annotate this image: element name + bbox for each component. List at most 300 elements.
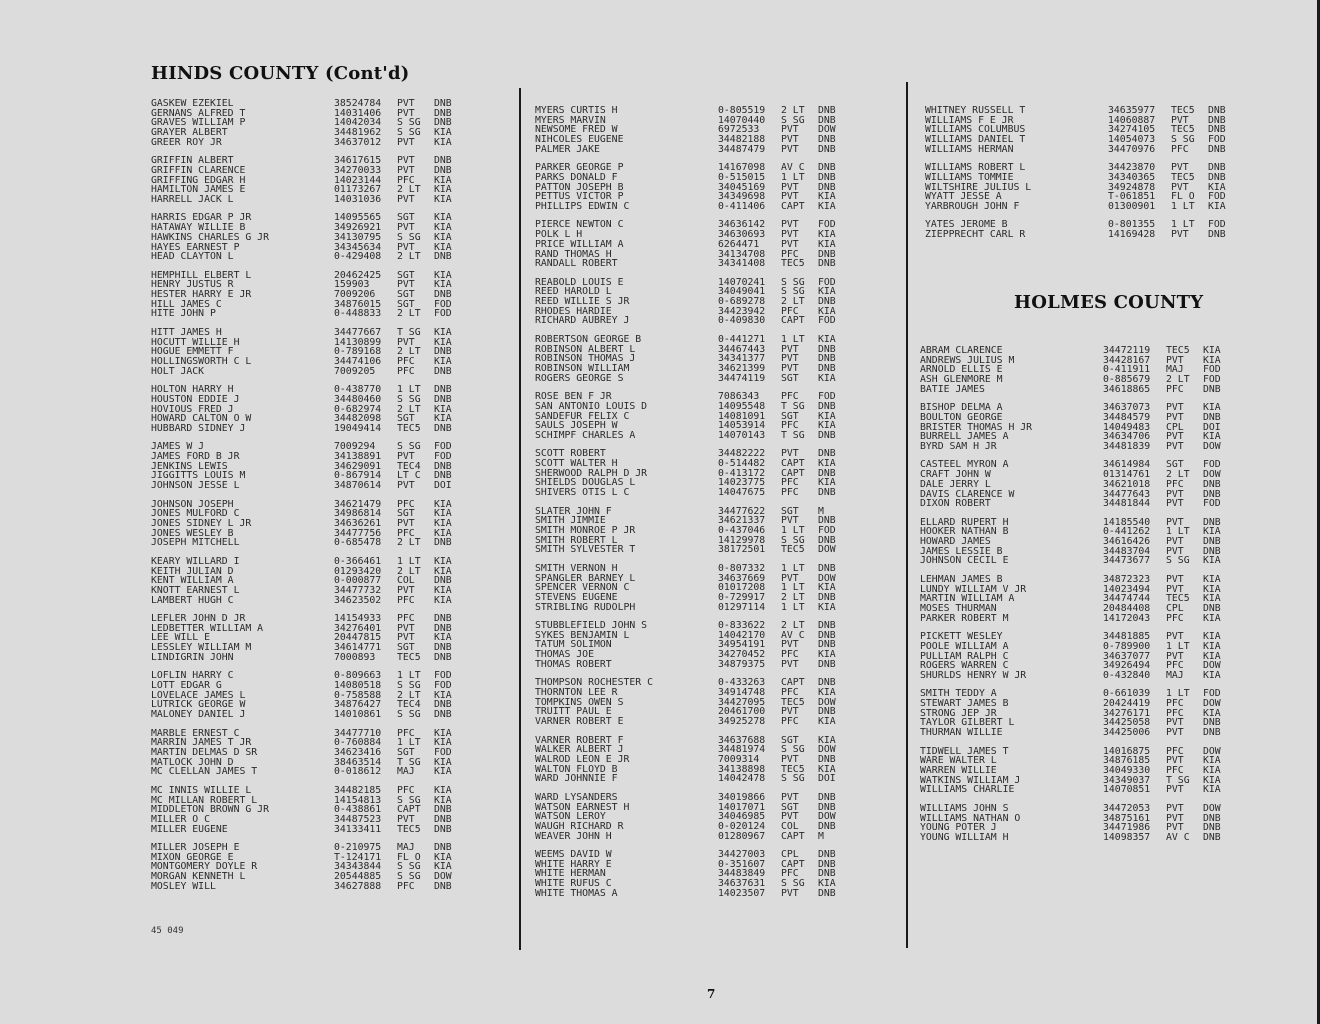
status: DNB: [818, 868, 836, 880]
name: SMITH ROBERT L: [535, 534, 618, 546]
name: HOWARD CALTON O W: [151, 413, 252, 425]
status: FOD: [1208, 191, 1226, 203]
name: TRUITT PAUL E: [535, 706, 612, 718]
name: PARKER ROBERT M: [920, 612, 1009, 624]
status: KIA: [434, 222, 452, 234]
grade: PFC: [397, 880, 415, 892]
name: VARNER ROBERT F: [535, 734, 624, 746]
serial-number: 34621479: [334, 498, 382, 510]
serial-number: 34341408: [718, 258, 766, 270]
status: KIA: [434, 403, 452, 415]
serial-number: 34138898: [718, 763, 766, 775]
name: THOMAS ROBERT: [535, 658, 612, 670]
grade: CAPT: [781, 315, 805, 327]
serial-number: 34467443: [718, 343, 766, 355]
serial-number: 0-433263: [718, 677, 766, 689]
document-code: 45 049: [151, 926, 184, 936]
name: MC INNIS WILLIE L: [151, 784, 252, 796]
grade: PVT: [397, 622, 415, 634]
grade: PFC: [397, 174, 415, 186]
name: WHITE HERMAN: [535, 868, 606, 880]
name: BYRD SAM H JR: [920, 440, 997, 452]
status: DOI: [818, 773, 836, 785]
grade: TEC5: [1171, 124, 1195, 136]
status: KIA: [1203, 650, 1221, 662]
grade: TEC4: [397, 460, 421, 472]
name: JONES SIDNEY L JR: [151, 518, 252, 530]
serial-number: 34472053: [1103, 802, 1151, 814]
grade: PFC: [781, 716, 799, 728]
grade: SGT: [397, 298, 415, 310]
grade: 2 LT: [397, 689, 421, 701]
status: DOW: [1203, 440, 1221, 452]
grade: 1 LT: [781, 333, 805, 345]
status: DNB: [434, 117, 452, 129]
serial-number: 14031406: [334, 107, 382, 119]
name: WHITE RUFUS C: [535, 878, 612, 890]
serial-number: 20462425: [334, 269, 382, 281]
grade: PVT: [781, 134, 799, 146]
serial-number: 34481974: [718, 744, 766, 756]
grade: S SG: [397, 680, 421, 692]
status: DNB: [818, 515, 836, 527]
status: DNB: [434, 98, 452, 109]
grade: SGT: [781, 372, 799, 384]
serial-number: 0-685478: [334, 537, 382, 549]
status: FOD: [434, 298, 452, 310]
grade: PVT: [1166, 573, 1184, 585]
grade: 1 LT: [1166, 688, 1190, 700]
serial-number: 34425058: [1103, 717, 1151, 729]
name: POLK L H: [535, 229, 583, 241]
name: JAMES W J: [151, 441, 205, 453]
serial-number: 34621018: [1103, 478, 1151, 490]
grade: SGT: [397, 508, 415, 520]
name: SMITH VERNON H: [535, 562, 618, 574]
name: WALROD LEON E JR: [535, 753, 630, 765]
status: KIA: [434, 584, 452, 596]
serial-number: 34274105: [1108, 124, 1156, 136]
name: MIXON GEORGE E: [151, 851, 234, 863]
serial-number: 14154813: [334, 794, 382, 806]
serial-number: 01314761: [1103, 469, 1151, 481]
grade: S SG: [397, 117, 421, 129]
grade: S SG: [781, 276, 805, 288]
status: KIA: [1203, 526, 1221, 538]
grade: PVT: [781, 181, 799, 193]
status: DOI: [434, 480, 452, 492]
name: MYERS MARVIN: [535, 114, 606, 126]
name: BATIE JAMES: [920, 383, 985, 395]
grade: 2 LT: [397, 308, 421, 320]
name: MARBLE ERNEST C: [151, 727, 240, 739]
name: HOVIOUS FRED J: [151, 403, 234, 415]
name: LEHMAN JAMES B: [920, 573, 1003, 585]
grade: PVT: [1171, 114, 1189, 126]
grade: PVT: [781, 363, 799, 374]
name: JIGGITTS LOUIS M: [151, 470, 246, 482]
status: KIA: [818, 191, 836, 203]
status: KIA: [434, 241, 452, 253]
grade: PFC: [781, 420, 799, 432]
serial-number: 34482098: [334, 413, 382, 425]
grade: SGT: [397, 212, 415, 224]
grade: 2 LT: [781, 591, 805, 603]
status: DNB: [1208, 105, 1226, 116]
status: DNB: [818, 467, 836, 479]
status: DNB: [818, 591, 836, 603]
status: DNB: [434, 699, 452, 711]
status: KIA: [434, 136, 452, 148]
grade: PVT: [1166, 488, 1184, 500]
name: PIERCE NEWTON C: [535, 219, 624, 231]
grade: TEC5: [1166, 593, 1190, 605]
grade: TEC5: [1166, 345, 1190, 356]
grade: PFC: [397, 784, 415, 796]
status: KIA: [434, 851, 452, 863]
name: HOLT JACK: [151, 365, 205, 377]
serial-number: 14185540: [1103, 516, 1151, 528]
status: DOW: [818, 544, 836, 556]
name: JOHNSON JOSEPH: [151, 498, 234, 510]
grade: PFC: [781, 687, 799, 699]
grade: SGT: [781, 410, 799, 422]
grade: PFC: [781, 868, 799, 880]
status: DNB: [434, 842, 452, 854]
status: KIA: [1203, 707, 1221, 719]
serial-number: 14095548: [718, 400, 766, 412]
serial-number: 14098357: [1103, 831, 1151, 843]
grade: PVT: [397, 480, 415, 492]
grade: PFC: [397, 727, 415, 739]
name: WATSON LEROY: [535, 811, 606, 823]
status: DNB: [434, 384, 452, 396]
name: LEDBETTER WILLIAM A: [151, 622, 264, 634]
serial-number: 34423870: [1108, 162, 1156, 174]
status: FOD: [434, 680, 452, 692]
status: DNB: [434, 164, 452, 176]
name: HAWKINS CHARLES G JR: [151, 231, 269, 243]
name: HENRY JUSTUS R: [151, 279, 234, 291]
name: WATSON EARNEST H: [535, 801, 630, 813]
status: KIA: [1203, 593, 1221, 605]
name: BURRELL JAMES A: [920, 431, 1009, 443]
name: MALONEY DANIEL J: [151, 709, 246, 721]
serial-number: 14172043: [1103, 612, 1151, 624]
grade: PFC: [397, 613, 415, 625]
name: WATKINS WILLIAM J: [920, 774, 1021, 786]
grade: 2 LT: [397, 184, 421, 196]
name: BRISTER THOMAS H JR: [920, 421, 1033, 433]
name: HUBBARD SIDNEY J: [151, 422, 246, 434]
serial-number: 20447815: [334, 632, 382, 644]
serial-number: 14023494: [1103, 583, 1151, 595]
name: SCHIMPF CHARLES A: [535, 429, 636, 441]
column-divider-left: [519, 88, 521, 950]
grade: PVT: [1171, 181, 1189, 193]
status: KIA: [434, 413, 452, 425]
name: DALE JERRY L: [920, 478, 991, 490]
status: DNB: [818, 487, 836, 499]
name: SMITH SYLVESTER T: [535, 544, 636, 556]
grade: 2 LT: [397, 565, 421, 577]
serial-number: 14081091: [718, 410, 766, 422]
serial-number: 0-867914: [334, 470, 382, 482]
grade: TEC4: [397, 699, 421, 711]
serial-number: 0-807332: [718, 562, 766, 574]
status: DNB: [434, 155, 452, 167]
status: KIA: [1203, 631, 1221, 643]
grade: S SG: [397, 709, 421, 721]
page-number: 7: [707, 987, 716, 1001]
grade: 1 LT: [1166, 526, 1190, 538]
grade: SGT: [397, 746, 415, 758]
serial-number: 14023144: [334, 174, 382, 186]
grade: PVT: [1166, 536, 1184, 548]
serial-number: 14054073: [1108, 134, 1156, 146]
grade: S SG: [397, 127, 421, 139]
grade: PFC: [1166, 383, 1184, 395]
grade: PVT: [781, 229, 799, 241]
name: KEARY WILLARD I: [151, 555, 240, 567]
name: PARKS DONALD F: [535, 171, 618, 183]
serial-number: 14070851: [1103, 784, 1151, 796]
grade: SGT: [397, 289, 415, 301]
status: DNB: [434, 107, 452, 119]
grade: PVT: [1166, 755, 1184, 767]
serial-number: 34482188: [718, 134, 766, 146]
status: DNB: [818, 162, 836, 174]
status: DNB: [818, 143, 836, 155]
grade: T SG: [781, 400, 805, 412]
name: HAMILTON JAMES E: [151, 184, 246, 196]
serial-number: 34876015: [334, 298, 382, 310]
status: DNB: [1208, 162, 1226, 174]
serial-number: 0-020124: [718, 820, 766, 832]
serial-number: 34872323: [1103, 573, 1151, 585]
grade: T SG: [397, 756, 421, 768]
serial-number: 38524784: [334, 98, 382, 109]
serial-number: 01173267: [334, 184, 382, 196]
name: THOMAS JOE: [535, 649, 594, 661]
name: ROBERTSON GEORGE B: [535, 333, 642, 345]
name: WILLIAMS F E JR: [925, 114, 1014, 126]
serial-number: 34477732: [334, 584, 382, 596]
status: DNB: [818, 448, 836, 460]
serial-number: 34474744: [1103, 593, 1151, 605]
grade: PVT: [397, 107, 415, 119]
serial-number: 34614984: [1103, 459, 1151, 471]
name: RICHARD AUBREY J: [535, 315, 630, 327]
serial-number: 34926921: [334, 222, 382, 234]
serial-number: 0-413172: [718, 467, 766, 479]
grade: SGT: [397, 269, 415, 281]
grade: PVT: [781, 353, 799, 365]
status: KIA: [818, 458, 836, 470]
serial-number: 34345634: [334, 241, 382, 253]
serial-number: 34349698: [718, 191, 766, 203]
grade: PVT: [397, 813, 415, 825]
name: ROGERS WARREN C: [920, 660, 1009, 672]
name: HEAD CLAYTON L: [151, 251, 234, 263]
status: DOW: [818, 572, 836, 584]
serial-number: 34276401: [334, 622, 382, 634]
status: KIA: [818, 763, 836, 775]
grade: PVT: [1171, 162, 1189, 174]
status: KIA: [434, 784, 452, 796]
grade: 1 LT: [1171, 219, 1195, 231]
name: WILLIAMS DANIEL T: [925, 134, 1026, 146]
grade: CAPT: [781, 467, 805, 479]
name: PULLIAM RALPH C: [920, 650, 1009, 662]
name: SMITH TEDDY A: [920, 688, 997, 700]
status: DOW: [434, 871, 452, 883]
name: GREER ROY JR: [151, 136, 222, 148]
serial-number: 34138891: [334, 451, 382, 463]
status: KIA: [818, 734, 836, 746]
name: WILLIAMS COLUMBUS: [925, 124, 1026, 136]
status: KIA: [434, 689, 452, 701]
grade: CAPT: [781, 200, 805, 212]
grade: PVT: [781, 706, 799, 718]
serial-number: 14167098: [718, 162, 766, 174]
grade: PVT: [1166, 354, 1184, 366]
status: DNB: [434, 460, 452, 472]
serial-number: 159903: [334, 279, 370, 291]
grade: 2 LT: [397, 346, 421, 358]
grade: PVT: [1166, 812, 1184, 824]
grade: PFC: [397, 365, 415, 377]
serial-number: 0-411911: [1103, 364, 1151, 376]
serial-number: 01017208: [718, 582, 766, 594]
serial-number: 14023775: [718, 477, 766, 489]
status: FOD: [818, 276, 836, 288]
status: DNB: [818, 258, 836, 270]
name: MARTIN DELMAS D SR: [151, 746, 258, 758]
grade: S SG: [781, 534, 805, 546]
status: DNB: [434, 537, 452, 549]
grade: 1 LT: [781, 525, 805, 537]
grade: S SG: [781, 286, 805, 298]
serial-number: 34618865: [1103, 383, 1151, 395]
name: JOHNSON CECIL E: [920, 555, 1009, 567]
status: KIA: [434, 279, 452, 291]
grade: PVT: [397, 136, 415, 148]
status: KIA: [434, 555, 452, 567]
status: DNB: [1203, 383, 1221, 395]
grade: 2 LT: [397, 403, 421, 415]
serial-number: 0-760884: [334, 737, 382, 749]
serial-number: 0-441271: [718, 333, 766, 345]
status: KIA: [818, 286, 836, 298]
name: WILLIAMS ROBERT L: [925, 162, 1026, 174]
serial-number: 14023507: [718, 887, 766, 899]
name: THOMPSON ROCHESTER C: [535, 677, 653, 689]
status: KIA: [1203, 431, 1221, 443]
grade: TEC5: [781, 544, 805, 556]
status: KIA: [434, 231, 452, 243]
status: KIA: [1203, 583, 1221, 595]
serial-number: 34477756: [334, 527, 382, 539]
status: KIA: [434, 193, 452, 205]
serial-number: 6972533: [718, 124, 760, 136]
name: SHIVERS OTIS L C: [535, 487, 630, 499]
serial-number: 14154933: [334, 613, 382, 625]
status: KIA: [1203, 555, 1221, 567]
status: KIA: [1203, 669, 1221, 681]
status: KIA: [434, 212, 452, 224]
grade: PFC: [1166, 660, 1184, 672]
name: HOWARD JAMES: [920, 536, 991, 548]
serial-number: 0-351607: [718, 858, 766, 870]
serial-number: 0-661039: [1103, 688, 1151, 700]
name: GRIFFIN CLARENCE: [151, 164, 246, 176]
grade: PFC: [397, 594, 415, 606]
status: KIA: [1203, 354, 1221, 366]
status: DNB: [818, 105, 836, 116]
grade: S SG: [1166, 555, 1190, 567]
status: FOD: [1203, 364, 1221, 376]
serial-number: 0-789900: [1103, 640, 1151, 652]
grade: PVT: [781, 811, 799, 823]
name: RHODES HARDIE: [535, 305, 612, 317]
name: PRICE WILLIAM A: [535, 238, 624, 250]
status: DNB: [434, 289, 452, 301]
status: FOD: [818, 525, 836, 537]
serial-number: 34425006: [1103, 727, 1151, 739]
grade: PVT: [781, 143, 799, 155]
name: LOVELACE JAMES L: [151, 689, 246, 701]
serial-number: 34637688: [718, 734, 766, 746]
grade: PVT: [1166, 784, 1184, 796]
status: DNB: [1203, 545, 1221, 557]
name: GRIFFING EDGAR H: [151, 174, 246, 186]
status: KIA: [818, 238, 836, 250]
grade: T SG: [781, 429, 805, 441]
name: LEFLER JOHN D JR: [151, 613, 246, 625]
name: TIDWELL JAMES T: [920, 745, 1009, 757]
serial-number: 34473677: [1103, 555, 1151, 567]
status: DNB: [434, 470, 452, 482]
name: HEMPHILL ELBERT L: [151, 269, 252, 281]
status: DNB: [818, 849, 836, 861]
status: KIA: [434, 174, 452, 186]
grade: PVT: [1166, 727, 1184, 739]
name: JAMES LESSIE B: [920, 545, 1003, 557]
status: KIA: [1203, 774, 1221, 786]
grade: PFC: [1166, 707, 1184, 719]
grade: S SG: [397, 393, 421, 405]
status: DNB: [1203, 488, 1221, 500]
name: HOLLINGSWORTH C L: [151, 356, 252, 367]
status: FOD: [1203, 688, 1221, 700]
grade: 1 LT: [397, 737, 421, 749]
status: KIA: [818, 229, 836, 241]
name: PETTUS VICTOR P: [535, 191, 624, 203]
grade: PVT: [397, 98, 415, 109]
serial-number: 14017071: [718, 801, 766, 813]
status: DNB: [818, 658, 836, 670]
name: DIXON ROBERT: [920, 498, 991, 510]
name: WALKER ALBERT J: [535, 744, 624, 756]
status: DNB: [818, 363, 836, 374]
status: DNB: [818, 248, 836, 260]
name: SLATER JOHN F: [535, 505, 612, 517]
status: DNB: [434, 813, 452, 825]
serial-number: 0-809663: [334, 670, 382, 682]
status: DNB: [1203, 822, 1221, 834]
serial-number: 34477622: [718, 505, 766, 517]
